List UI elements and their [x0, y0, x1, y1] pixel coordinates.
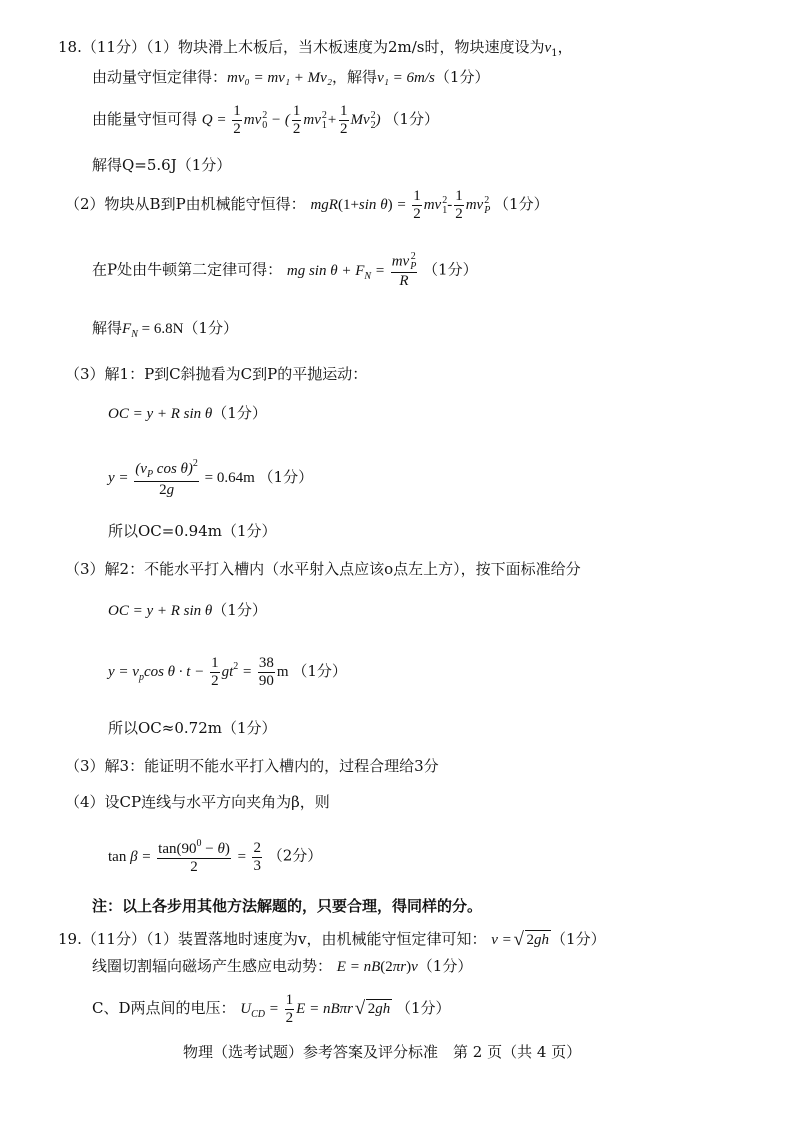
q19-line-3: [92, 992, 451, 1028]
q18-l18-equation: tan β = $\frac{\tan(90^0 - \theta)}{2}$ = $\frac{2}{3}$: [108, 838, 261, 876]
q18-l7-score: （1分）: [183, 319, 238, 337]
q18-line-7: [92, 321, 238, 340]
q18-line-15: [108, 721, 277, 736]
q18-line-16: [65, 759, 439, 774]
q18-l3-score: （1分）: [384, 110, 439, 129]
q18-head-text: 18.（11分）（1）物块滑上木板后，当木板速度为2m/s时，物块速度设为: [58, 38, 545, 56]
q18-l14-equation: $y = v_p\cos$ θ · t − $\frac{1}{2}$ $gt^2$ = $\frac{38}{90}$ m: [108, 655, 289, 690]
q18-l3-text: 由能量守恒可得: [92, 110, 198, 129]
q19-l3-equation: $U_{CD}$ = $\frac{1}{2}$ E = nBπr √ 2gh: [240, 1001, 396, 1017]
q18-line-14: [108, 655, 347, 691]
q18-l2-result: v₁ = 6m/s: [377, 70, 435, 86]
q18-l14-score: （1分）: [292, 662, 347, 681]
q19-l1-equation: v = √ 2gh: [491, 932, 551, 948]
q18-l9-equation: OC = y + R sin θ: [108, 406, 213, 422]
q18-l5-score: （1分）: [494, 195, 549, 214]
q18-line-11: [108, 524, 277, 539]
q18-head-var: v: [544, 40, 552, 56]
q19-l3-text: C、D两点间的电压：: [92, 999, 236, 1018]
page-footer: [183, 1045, 581, 1060]
q18-l11-text: 所以OC=0.94m（1分）: [108, 522, 277, 540]
q18-line-18: [108, 838, 322, 877]
q18-line-3: [92, 103, 439, 139]
q18-l2-text: 由动量守恒定律得：: [92, 68, 228, 86]
q18-line-10: [108, 458, 313, 499]
q18-line-1: [58, 40, 573, 59]
q18-line-9: [108, 406, 267, 422]
q18-note: [92, 899, 482, 914]
q19-line-2: [92, 959, 472, 975]
q18-l16-text: （3）解3：能证明不能水平打入槽内的，过程合理给3分: [65, 757, 439, 775]
q18-l7-text: 解得: [92, 319, 123, 337]
q18-note-text: 注：以上各步用其他方法解题的，只要合理，得同样的分。: [92, 897, 483, 915]
q19-l2-text: 线圈切割辐向磁场产生感应电动势：: [92, 957, 333, 975]
q18-l15-text: 所以OC≈0.72m（1分）: [108, 719, 277, 737]
q18-l8-text: （3）解1：P到C斜抛看为C到P的平抛运动：: [65, 365, 368, 383]
q19-l2-equation: E = nB(2πr)v: [336, 959, 418, 975]
q19-head-text: 19.（11分）（1）装置落地时速度为v，由机械能守恒定律可知：: [58, 930, 487, 948]
q18-line-8: [65, 367, 367, 382]
q18-l4-text: 解得Q=5.6J（1分）: [92, 156, 232, 174]
q18-l18-score: （2分）: [267, 846, 323, 865]
q18-l10-score: （1分）: [258, 467, 314, 486]
q18-l10-equation: y = $\frac{(v_P \cos \theta)^2}{2g}$ = 0.64m: [108, 458, 255, 498]
q18-l5-text: （2）物块从B到P由机械能守恒得：: [65, 195, 306, 214]
q18-l9-score: （1分）: [212, 404, 267, 422]
q18-l6-score: （1分）: [423, 260, 478, 279]
q18-line-2: [92, 70, 489, 86]
q18-line-5: [65, 188, 549, 224]
q18-l2-mid: ，解得: [332, 68, 378, 86]
q18-l12-text: （3）解2：不能水平打入槽内（水平射入点应该o点左上方），按下面标准给分: [65, 560, 581, 578]
q18-l7-equation: $F_N = 6.8N$: [122, 321, 184, 340]
q18-l6-equation: mg $\sin \theta + F_N$ = mv 2 P R: [286, 251, 417, 289]
q18-line-17: [65, 795, 330, 810]
q18-line-13: [108, 603, 267, 619]
q18-head-sub: 1: [551, 48, 558, 59]
q18-line-6: [92, 252, 478, 290]
q19-l3-score: （1分）: [395, 999, 451, 1018]
q18-l6-text: 在P处由牛顿第二定律可得：: [92, 260, 283, 279]
q18-head-end: ，: [557, 38, 573, 56]
q18-l17-text: （4）设CP连线与水平方向夹角为β，则: [65, 793, 330, 811]
page-footer-text: 物理（选考试题）参考答案及评分标准 第 2 页（共 4 页）: [183, 1043, 582, 1061]
q18-l3-equation: Q = $\frac{1}{2}$ mv 2 0 − ( $\frac{1}{2}$ mv 2 1 + $\frac{1}{2}$ Mv 2 2 ): [201, 103, 385, 138]
q18-l13-equation: OC = y + R sin θ: [108, 603, 213, 619]
q18-l2-score: （1分）: [434, 68, 490, 86]
q19-head-score: （1分）: [551, 930, 606, 948]
q18-line-12: [65, 562, 581, 577]
q19-l2-score: （1分）: [417, 957, 473, 975]
q19-line-1: [58, 932, 606, 948]
q18-l5-equation: mgR(1+sin θ) = $\frac{1}{2}$ mv 2 1 - $\frac{1}{2}$ mv 2 P: [310, 188, 491, 223]
q18-line-4: [92, 158, 231, 173]
q18-l2-equation: mv₀ = mv₁ + Mv₂: [227, 70, 333, 86]
q18-l13-score: （1分）: [212, 601, 267, 619]
